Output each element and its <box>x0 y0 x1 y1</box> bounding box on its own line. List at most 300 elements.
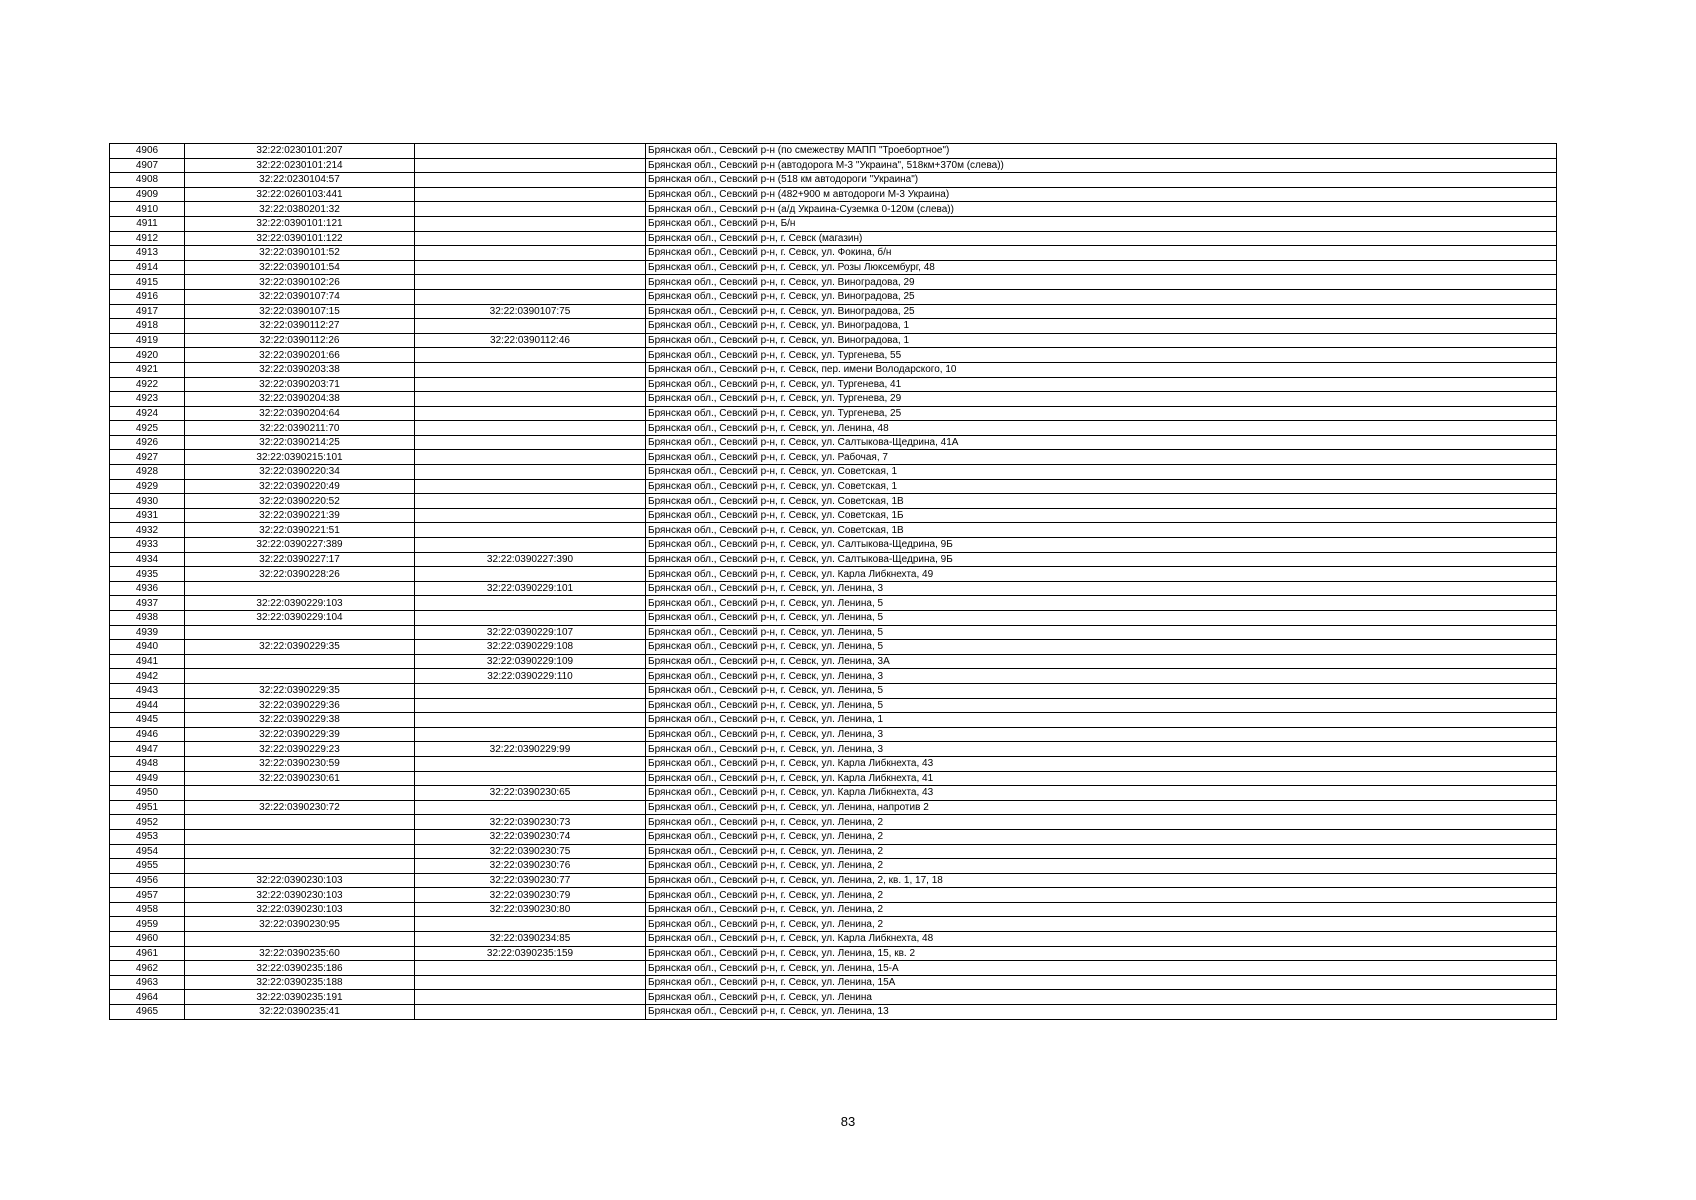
parent-cadastral-number-cell <box>415 260 646 275</box>
cadastral-number-cell <box>185 844 415 859</box>
table-row <box>110 508 1557 523</box>
address-cell: Брянская обл., Севский р-н, г. Севск, ул. Фокина, б/н <box>646 246 1557 261</box>
row-number-cell: 4942 <box>110 669 185 684</box>
row-number-cell: 4947 <box>110 742 185 757</box>
table-row <box>110 275 1557 290</box>
table-row <box>110 625 1557 640</box>
table-row <box>110 581 1557 596</box>
cadastral-number-cell: 32:22:0390229:36 <box>185 698 415 713</box>
address-cell: Брянская обл., Севский р-н, г. Севск, ул. Карла Либкнехта, 49 <box>646 567 1557 582</box>
address-cell: Брянская обл., Севский р-н, г. Севск, ул. Ленина <box>646 990 1557 1005</box>
address-cell: Брянская обл., Севский р-н, Б/н <box>646 216 1557 231</box>
parent-cadastral-number-cell: 32:22:0390112:46 <box>415 333 646 348</box>
row-number-cell: 4941 <box>110 654 185 669</box>
row-number-cell: 4933 <box>110 538 185 553</box>
parent-cadastral-number-cell: 32:22:0390235:159 <box>415 946 646 961</box>
cadastral-number-cell: 32:22:0390229:103 <box>185 596 415 611</box>
row-number-cell: 4926 <box>110 435 185 450</box>
cadastral-number-cell: 32:22:0390235:60 <box>185 946 415 961</box>
row-number-cell: 4962 <box>110 961 185 976</box>
parent-cadastral-number-cell <box>415 961 646 976</box>
row-number-cell: 4945 <box>110 713 185 728</box>
parent-cadastral-number-cell <box>415 246 646 261</box>
table-row <box>110 669 1557 684</box>
cadastral-number-cell: 32:22:0390229:38 <box>185 713 415 728</box>
parent-cadastral-number-cell <box>415 611 646 626</box>
parent-cadastral-number-cell: 32:22:0390227:390 <box>415 552 646 567</box>
cadastral-number-cell: 32:22:0390215:101 <box>185 450 415 465</box>
table-row <box>110 523 1557 538</box>
table-row <box>110 786 1557 801</box>
cadastral-number-cell: 32:22:0390107:74 <box>185 289 415 304</box>
table-row <box>110 144 1557 159</box>
table-row <box>110 362 1557 377</box>
row-number-cell: 4934 <box>110 552 185 567</box>
table-row <box>110 173 1557 188</box>
parent-cadastral-number-cell: 32:22:0390234:85 <box>415 932 646 947</box>
row-number-cell: 4931 <box>110 508 185 523</box>
cadastral-number-cell: 32:22:0390204:64 <box>185 406 415 421</box>
row-number-cell: 4951 <box>110 800 185 815</box>
row-number-cell: 4953 <box>110 829 185 844</box>
address-cell: Брянская обл., Севский р-н, г. Севск, ул. Ленина, напротив 2 <box>646 800 1557 815</box>
address-cell: Брянская обл., Севский р-н, г. Севск, ул. Ленина, 2, кв. 1, 17, 18 <box>646 873 1557 888</box>
table-row <box>110 216 1557 231</box>
address-cell: Брянская обл., Севский р-н (482+900 м автодороги М-3 Украина) <box>646 187 1557 202</box>
row-number-cell: 4961 <box>110 946 185 961</box>
parent-cadastral-number-cell <box>415 348 646 363</box>
parent-cadastral-number-cell <box>415 362 646 377</box>
row-number-cell: 4925 <box>110 421 185 436</box>
cadastral-number-cell <box>185 669 415 684</box>
row-number-cell: 4943 <box>110 683 185 698</box>
cadastral-number-cell: 32:22:0390220:52 <box>185 494 415 509</box>
parent-cadastral-number-cell <box>415 1005 646 1020</box>
address-cell: Брянская обл., Севский р-н, г. Севск, ул. Ленина, 3 <box>646 669 1557 684</box>
table-row <box>110 406 1557 421</box>
address-cell: Брянская обл., Севский р-н, г. Севск, ул. Виноградова, 25 <box>646 289 1557 304</box>
cadastral-number-cell: 32:22:0390101:54 <box>185 260 415 275</box>
parent-cadastral-number-cell <box>415 202 646 217</box>
address-cell: Брянская обл., Севский р-н, г. Севск, ул. Карла Либкнехта, 43 <box>646 786 1557 801</box>
row-number-cell: 4960 <box>110 932 185 947</box>
cadastral-number-cell: 32:22:0390101:122 <box>185 231 415 246</box>
address-cell: Брянская обл., Севский р-н, г. Севск, ул. Ленина, 15-А <box>646 961 1557 976</box>
page-number: 83 <box>840 1114 856 1129</box>
parent-cadastral-number-cell <box>415 216 646 231</box>
address-cell: Брянская обл., Севский р-н, г. Севск, ул. Тургенева, 55 <box>646 348 1557 363</box>
parent-cadastral-number-cell: 32:22:0390230:77 <box>415 873 646 888</box>
parent-cadastral-number-cell: 32:22:0390229:110 <box>415 669 646 684</box>
parent-cadastral-number-cell <box>415 465 646 480</box>
table-row <box>110 494 1557 509</box>
table-row <box>110 465 1557 480</box>
table-row <box>110 888 1557 903</box>
row-number-cell: 4928 <box>110 465 185 480</box>
table-row <box>110 771 1557 786</box>
address-cell: Брянская обл., Севский р-н, г. Севск, ул. Ленина, 2 <box>646 829 1557 844</box>
table-row <box>110 260 1557 275</box>
cadastral-number-cell: 32:22:0390230:59 <box>185 756 415 771</box>
parent-cadastral-number-cell: 32:22:0390229:108 <box>415 640 646 655</box>
table-row <box>110 975 1557 990</box>
row-number-cell: 4911 <box>110 216 185 231</box>
row-number-cell: 4963 <box>110 975 185 990</box>
address-cell: Брянская обл., Севский р-н, г. Севск, ул. Ленина, 15, кв. 2 <box>646 946 1557 961</box>
row-number-cell: 4950 <box>110 786 185 801</box>
cadastral-number-cell: 32:22:0230104:57 <box>185 173 415 188</box>
cadastral-number-cell: 32:22:0390235:41 <box>185 1005 415 1020</box>
row-number-cell: 4959 <box>110 917 185 932</box>
row-number-cell: 4954 <box>110 844 185 859</box>
address-cell: Брянская обл., Севский р-н, г. Севск, ул. Карла Либкнехта, 41 <box>646 771 1557 786</box>
address-cell: Брянская обл., Севский р-н (518 км автодороги "Украина") <box>646 173 1557 188</box>
registry-table-body <box>110 144 1557 1020</box>
address-cell: Брянская обл., Севский р-н, г. Севск, ул. Салтыкова-Щедрина, 41А <box>646 435 1557 450</box>
address-cell: Брянская обл., Севский р-н, г. Севск, ул. Ленина, 5 <box>646 640 1557 655</box>
row-number-cell: 4924 <box>110 406 185 421</box>
table-row <box>110 654 1557 669</box>
address-cell: Брянская обл., Севский р-н, г. Севск, ул. Советская, 1В <box>646 494 1557 509</box>
parent-cadastral-number-cell <box>415 727 646 742</box>
cadastral-number-cell: 32:22:0390229:104 <box>185 611 415 626</box>
cadastral-number-cell: 32:22:0390227:17 <box>185 552 415 567</box>
table-row <box>110 990 1557 1005</box>
parent-cadastral-number-cell <box>415 538 646 553</box>
parent-cadastral-number-cell: 32:22:0390230:65 <box>415 786 646 801</box>
cadastral-number-cell: 32:22:0390229:35 <box>185 640 415 655</box>
table-row <box>110 435 1557 450</box>
parent-cadastral-number-cell: 32:22:0390229:99 <box>415 742 646 757</box>
row-number-cell: 4919 <box>110 333 185 348</box>
address-cell: Брянская обл., Севский р-н, г. Севск, ул. Виноградова, 1 <box>646 333 1557 348</box>
cadastral-number-cell: 32:22:0390221:39 <box>185 508 415 523</box>
row-number-cell: 4952 <box>110 815 185 830</box>
address-cell: Брянская обл., Севский р-н, г. Севск, ул. Карла Либкнехта, 48 <box>646 932 1557 947</box>
table-row <box>110 873 1557 888</box>
parent-cadastral-number-cell <box>415 479 646 494</box>
cadastral-number-cell <box>185 932 415 947</box>
parent-cadastral-number-cell <box>415 698 646 713</box>
table-row <box>110 231 1557 246</box>
address-cell: Брянская обл., Севский р-н, г. Севск, ул. Ленина, 3 <box>646 742 1557 757</box>
cadastral-number-cell: 32:22:0390220:34 <box>185 465 415 480</box>
cadastral-number-cell <box>185 829 415 844</box>
parent-cadastral-number-cell: 32:22:0390229:101 <box>415 581 646 596</box>
table-row <box>110 756 1557 771</box>
address-cell: Брянская обл., Севский р-н, г. Севск, ул. Салтыкова-Щедрина, 9Б <box>646 538 1557 553</box>
table-row <box>110 829 1557 844</box>
row-number-cell: 4964 <box>110 990 185 1005</box>
cadastral-number-cell <box>185 815 415 830</box>
row-number-cell: 4929 <box>110 479 185 494</box>
cadastral-number-cell <box>185 859 415 874</box>
cadastral-number-cell: 32:22:0390221:51 <box>185 523 415 538</box>
address-cell: Брянская обл., Севский р-н, г. Севск, ул. Ленина, 5 <box>646 596 1557 611</box>
address-cell: Брянская обл., Севский р-н (а/д Украина-Суземка 0-120м (слева)) <box>646 202 1557 217</box>
table-row <box>110 844 1557 859</box>
parent-cadastral-number-cell <box>415 377 646 392</box>
table-row <box>110 800 1557 815</box>
row-number-cell: 4918 <box>110 319 185 334</box>
parent-cadastral-number-cell <box>415 421 646 436</box>
table-row <box>110 683 1557 698</box>
table-row <box>110 596 1557 611</box>
address-cell: Брянская обл., Севский р-н, г. Севск, ул. Ленина, 3 <box>646 581 1557 596</box>
table-row <box>110 946 1557 961</box>
row-number-cell: 4910 <box>110 202 185 217</box>
table-row <box>110 727 1557 742</box>
address-cell: Брянская обл., Севский р-н, г. Севск, ул. Рабочая, 7 <box>646 450 1557 465</box>
address-cell: Брянская обл., Севский р-н (по смежеству МАПП "Троебортное") <box>646 144 1557 159</box>
parent-cadastral-number-cell <box>415 231 646 246</box>
row-number-cell: 4944 <box>110 698 185 713</box>
parent-cadastral-number-cell <box>415 450 646 465</box>
parent-cadastral-number-cell <box>415 917 646 932</box>
address-cell: Брянская обл., Севский р-н, г. Севск, ул. Ленина, 3 <box>646 727 1557 742</box>
cadastral-number-cell: 32:22:0390227:389 <box>185 538 415 553</box>
table-row <box>110 246 1557 261</box>
cadastral-number-cell: 32:22:0390230:103 <box>185 873 415 888</box>
cadastral-number-cell: 32:22:0390203:71 <box>185 377 415 392</box>
parent-cadastral-number-cell <box>415 158 646 173</box>
row-number-cell: 4916 <box>110 289 185 304</box>
row-number-cell: 4940 <box>110 640 185 655</box>
address-cell: Брянская обл., Севский р-н, г. Севск, ул. Тургенева, 41 <box>646 377 1557 392</box>
table-row <box>110 932 1557 947</box>
cadastral-number-cell <box>185 654 415 669</box>
address-cell: Брянская обл., Севский р-н, г. Севск, ул. Ленина, 5 <box>646 698 1557 713</box>
parent-cadastral-number-cell <box>415 567 646 582</box>
row-number-cell: 4939 <box>110 625 185 640</box>
cadastral-number-cell: 32:22:0390230:103 <box>185 888 415 903</box>
address-cell: Брянская обл., Севский р-н (автодорога М-3 "Украина", 518км+370м (слева)) <box>646 158 1557 173</box>
table-row <box>110 377 1557 392</box>
address-cell: Брянская обл., Севский р-н, г. Севск, ул. Карла Либкнехта, 43 <box>646 756 1557 771</box>
table-row <box>110 450 1557 465</box>
row-number-cell: 4917 <box>110 304 185 319</box>
row-number-cell: 4936 <box>110 581 185 596</box>
parent-cadastral-number-cell <box>415 771 646 786</box>
cadastral-number-cell: 32:22:0380201:32 <box>185 202 415 217</box>
cadastral-number-cell: 32:22:0390235:186 <box>185 961 415 976</box>
parent-cadastral-number-cell: 32:22:0390107:75 <box>415 304 646 319</box>
cadastral-number-cell <box>185 581 415 596</box>
row-number-cell: 4914 <box>110 260 185 275</box>
row-number-cell: 4938 <box>110 611 185 626</box>
parent-cadastral-number-cell <box>415 319 646 334</box>
parent-cadastral-number-cell <box>415 144 646 159</box>
table-row <box>110 1005 1557 1020</box>
cadastral-number-cell: 32:22:0390229:23 <box>185 742 415 757</box>
row-number-cell: 4922 <box>110 377 185 392</box>
address-cell: Брянская обл., Севский р-н, г. Севск, ул. Виноградова, 25 <box>646 304 1557 319</box>
table-row <box>110 304 1557 319</box>
cadastral-number-cell: 32:22:0390235:188 <box>185 975 415 990</box>
cadastral-number-cell: 32:22:0390101:52 <box>185 246 415 261</box>
parent-cadastral-number-cell <box>415 523 646 538</box>
address-cell: Брянская обл., Севский р-н, г. Севск (магазин) <box>646 231 1557 246</box>
row-number-cell: 4956 <box>110 873 185 888</box>
address-cell: Брянская обл., Севский р-н, г. Севск, ул. Ленина, 2 <box>646 844 1557 859</box>
row-number-cell: 4946 <box>110 727 185 742</box>
cadastral-number-cell: 32:22:0390229:39 <box>185 727 415 742</box>
cadastral-number-cell: 32:22:0230101:207 <box>185 144 415 159</box>
row-number-cell: 4913 <box>110 246 185 261</box>
address-cell: Брянская обл., Севский р-н, г. Севск, пер. имени Володарского, 10 <box>646 362 1557 377</box>
parent-cadastral-number-cell <box>415 435 646 450</box>
table-row <box>110 859 1557 874</box>
cadastral-number-cell: 32:22:0230101:214 <box>185 158 415 173</box>
table-row <box>110 640 1557 655</box>
row-number-cell: 4915 <box>110 275 185 290</box>
row-number-cell: 4920 <box>110 348 185 363</box>
address-cell: Брянская обл., Севский р-н, г. Севск, ул. Ленина, 5 <box>646 625 1557 640</box>
cadastral-number-cell: 32:22:0390204:38 <box>185 392 415 407</box>
table-row <box>110 421 1557 436</box>
address-cell: Брянская обл., Севский р-н, г. Севск, ул. Ленина, 5 <box>646 683 1557 698</box>
table-row <box>110 158 1557 173</box>
cadastral-number-cell <box>185 786 415 801</box>
address-cell: Брянская обл., Севский р-н, г. Севск, ул. Советская, 1 <box>646 479 1557 494</box>
table-row <box>110 348 1557 363</box>
row-number-cell: 4909 <box>110 187 185 202</box>
row-number-cell: 4965 <box>110 1005 185 1020</box>
table-row <box>110 538 1557 553</box>
address-cell: Брянская обл., Севский р-н, г. Севск, ул. Ленина, 13 <box>646 1005 1557 1020</box>
parent-cadastral-number-cell <box>415 289 646 304</box>
table-row <box>110 319 1557 334</box>
row-number-cell: 4948 <box>110 756 185 771</box>
row-number-cell: 4927 <box>110 450 185 465</box>
address-cell: Брянская обл., Севский р-н, г. Севск, ул. Ленина, 1 <box>646 713 1557 728</box>
cadastral-number-cell: 32:22:0260103:441 <box>185 187 415 202</box>
row-number-cell: 4949 <box>110 771 185 786</box>
address-cell: Брянская обл., Севский р-н, г. Севск, ул. Ленина, 48 <box>646 421 1557 436</box>
cadastral-number-cell: 32:22:0390101:121 <box>185 216 415 231</box>
table-row <box>110 333 1557 348</box>
parent-cadastral-number-cell <box>415 275 646 290</box>
cadastral-number-cell <box>185 625 415 640</box>
table-row <box>110 713 1557 728</box>
cadastral-number-cell: 32:22:0390201:66 <box>185 348 415 363</box>
table-row <box>110 815 1557 830</box>
cadastral-number-cell: 32:22:0390112:26 <box>185 333 415 348</box>
cadastral-number-cell: 32:22:0390112:27 <box>185 319 415 334</box>
row-number-cell: 4907 <box>110 158 185 173</box>
table-row <box>110 552 1557 567</box>
parent-cadastral-number-cell <box>415 596 646 611</box>
table-row <box>110 392 1557 407</box>
parent-cadastral-number-cell <box>415 683 646 698</box>
parent-cadastral-number-cell <box>415 990 646 1005</box>
table-row <box>110 742 1557 757</box>
table-row <box>110 611 1557 626</box>
address-cell: Брянская обл., Севский р-н, г. Севск, ул. Ленина, 15А <box>646 975 1557 990</box>
address-cell: Брянская обл., Севский р-н, г. Севск, ул. Советская, 1Б <box>646 508 1557 523</box>
parent-cadastral-number-cell <box>415 173 646 188</box>
table-row <box>110 961 1557 976</box>
parent-cadastral-number-cell: 32:22:0390230:79 <box>415 888 646 903</box>
cadastral-number-cell: 32:22:0390228:26 <box>185 567 415 582</box>
row-number-cell: 4912 <box>110 231 185 246</box>
row-number-cell: 4932 <box>110 523 185 538</box>
row-number-cell: 4937 <box>110 596 185 611</box>
row-number-cell: 4957 <box>110 888 185 903</box>
row-number-cell: 4935 <box>110 567 185 582</box>
row-number-cell: 4908 <box>110 173 185 188</box>
parent-cadastral-number-cell <box>415 406 646 421</box>
parent-cadastral-number-cell <box>415 756 646 771</box>
parent-cadastral-number-cell <box>415 392 646 407</box>
cadastral-number-cell: 32:22:0390230:72 <box>185 800 415 815</box>
cadastral-number-cell: 32:22:0390102:26 <box>185 275 415 290</box>
row-number-cell: 4923 <box>110 392 185 407</box>
cadastral-number-cell: 32:22:0390211:70 <box>185 421 415 436</box>
table-row <box>110 567 1557 582</box>
cadastral-number-cell: 32:22:0390107:15 <box>185 304 415 319</box>
address-cell: Брянская обл., Севский р-н, г. Севск, ул. Ленина, 2 <box>646 902 1557 917</box>
row-number-cell: 4930 <box>110 494 185 509</box>
cadastral-number-cell: 32:22:0390230:103 <box>185 902 415 917</box>
parent-cadastral-number-cell: 32:22:0390230:74 <box>415 829 646 844</box>
table-row <box>110 187 1557 202</box>
address-cell: Брянская обл., Севский р-н, г. Севск, ул. Ленина, 2 <box>646 815 1557 830</box>
parent-cadastral-number-cell <box>415 975 646 990</box>
parent-cadastral-number-cell: 32:22:0390230:73 <box>415 815 646 830</box>
parent-cadastral-number-cell <box>415 187 646 202</box>
parent-cadastral-number-cell <box>415 508 646 523</box>
table-row <box>110 917 1557 932</box>
table-row <box>110 289 1557 304</box>
address-cell: Брянская обл., Севский р-н, г. Севск, ул. Советская, 1В <box>646 523 1557 538</box>
cadastral-number-cell: 32:22:0390235:191 <box>185 990 415 1005</box>
parent-cadastral-number-cell <box>415 494 646 509</box>
table-row <box>110 698 1557 713</box>
address-cell: Брянская обл., Севский р-н, г. Севск, ул. Ленина, 2 <box>646 859 1557 874</box>
address-cell: Брянская обл., Севский р-н, г. Севск, ул. Ленина, 2 <box>646 917 1557 932</box>
address-cell: Брянская обл., Севский р-н, г. Севск, ул. Розы Люксембург, 48 <box>646 260 1557 275</box>
row-number-cell: 4958 <box>110 902 185 917</box>
cadastral-number-cell: 32:22:0390203:38 <box>185 362 415 377</box>
address-cell: Брянская обл., Севский р-н, г. Севск, ул. Ленина, 3А <box>646 654 1557 669</box>
row-number-cell: 4955 <box>110 859 185 874</box>
cadastral-number-cell: 32:22:0390230:95 <box>185 917 415 932</box>
address-cell: Брянская обл., Севский р-н, г. Севск, ул. Ленина, 2 <box>646 888 1557 903</box>
property-registry-table <box>109 143 1557 1020</box>
parent-cadastral-number-cell: 32:22:0390229:109 <box>415 654 646 669</box>
parent-cadastral-number-cell: 32:22:0390230:80 <box>415 902 646 917</box>
cadastral-number-cell: 32:22:0390214:25 <box>185 435 415 450</box>
address-cell: Брянская обл., Севский р-н, г. Севск, ул. Советская, 1 <box>646 465 1557 480</box>
cadastral-number-cell: 32:22:0390230:61 <box>185 771 415 786</box>
cadastral-number-cell: 32:22:0390229:35 <box>185 683 415 698</box>
parent-cadastral-number-cell: 32:22:0390230:76 <box>415 859 646 874</box>
address-cell: Брянская обл., Севский р-н, г. Севск, ул. Ленина, 5 <box>646 611 1557 626</box>
address-cell: Брянская обл., Севский р-н, г. Севск, ул. Виноградова, 1 <box>646 319 1557 334</box>
table-row <box>110 202 1557 217</box>
row-number-cell: 4906 <box>110 144 185 159</box>
address-cell: Брянская обл., Севский р-н, г. Севск, ул. Тургенева, 29 <box>646 392 1557 407</box>
parent-cadastral-number-cell <box>415 713 646 728</box>
cadastral-number-cell: 32:22:0390220:49 <box>185 479 415 494</box>
table-row <box>110 479 1557 494</box>
parent-cadastral-number-cell: 32:22:0390230:75 <box>415 844 646 859</box>
address-cell: Брянская обл., Севский р-н, г. Севск, ул. Салтыкова-Щедрина, 9Б <box>646 552 1557 567</box>
address-cell: Брянская обл., Севский р-н, г. Севск, ул. Тургенева, 25 <box>646 406 1557 421</box>
parent-cadastral-number-cell <box>415 800 646 815</box>
table-row <box>110 902 1557 917</box>
